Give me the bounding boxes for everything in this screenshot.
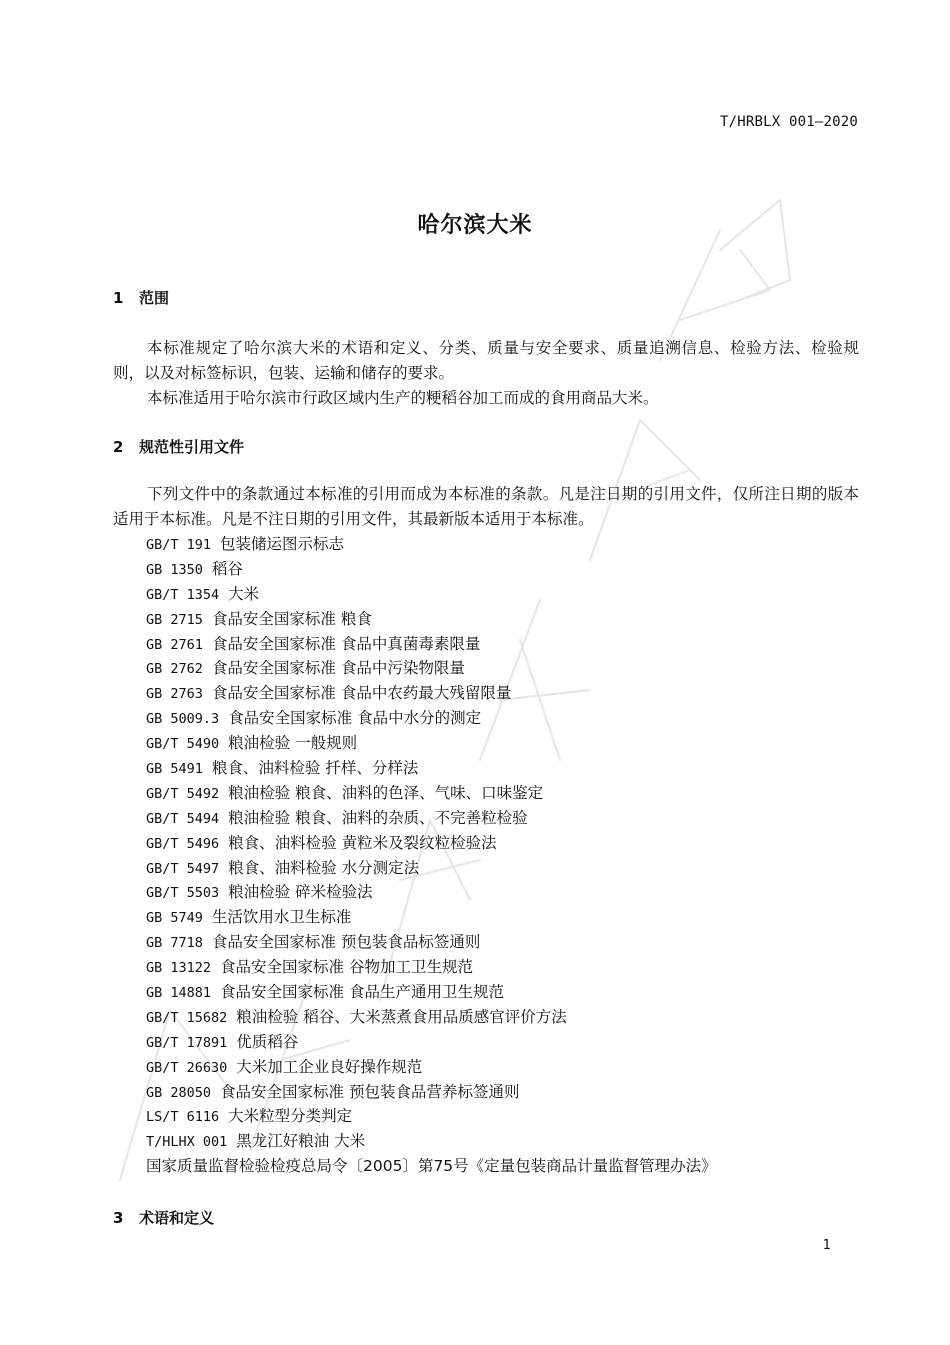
section-title: 范围 [139, 289, 170, 307]
section-2-paragraph-1: 下列文件中的条款通过本标准的引用而成为本标准的条款。凡是注日期的引用文件，仅所注日期的版本适用于本标准。凡是不注日期的引用文件，其最新版本适用于本标准。 [113, 485, 859, 528]
reference-title: 粮油检验 粮食、油料的杂质、不完善粒检验 [228, 808, 528, 827]
reference-title: 生活饮用水卫生标准 [211, 908, 352, 927]
section-number: 3 [113, 1209, 124, 1227]
reference-item [146, 905, 717, 930]
reference-item [146, 831, 717, 856]
reference-item [146, 980, 717, 1005]
reference-code: GB 2763 [146, 686, 203, 703]
reference-code: GB/T 5503 [146, 885, 220, 902]
reference-title: 粮油检验 粮食、油料的色泽、气味、口味鉴定 [228, 783, 544, 802]
reference-item [146, 806, 717, 831]
reference-item [146, 856, 717, 881]
reference-item [146, 1104, 717, 1129]
reference-code: GB/T 5497 [146, 860, 220, 877]
reference-item [146, 930, 717, 955]
section-number: 2 [113, 438, 124, 456]
reference-title: 大米加工企业良好操作规范 [236, 1057, 423, 1076]
reference-item [146, 1154, 717, 1179]
reference-item [146, 756, 717, 781]
reference-title: 食品安全国家标准 食品中真菌毒素限量 [211, 634, 481, 653]
reference-title: 粮食、油料检验 扦样、分样法 [211, 759, 419, 778]
page-number: 1 [822, 1238, 831, 1253]
reference-code: GB 5009.3 [146, 711, 220, 728]
reference-code: GB 13122 [146, 960, 212, 977]
reference-item [146, 557, 717, 582]
reference-title: 食品安全国家标准 食品中农药最大残留限量 [211, 684, 512, 703]
reference-title: 食品安全国家标准 谷物加工卫生规范 [220, 958, 473, 977]
document-title: 哈尔滨大米 [417, 213, 533, 238]
reference-item [146, 1080, 717, 1105]
reference-code: GB 14881 [146, 985, 212, 1002]
reference-title: 食品安全国家标准 食品生产通用卫生规范 [220, 983, 504, 1002]
reference-code: LS/T 6116 [146, 1109, 220, 1126]
section-1-paragraph-1: 本标准规定了哈尔滨大米的术语和定义、分类、质量与安全要求、质量追溯信息、检验方法、检验规则，以及对标签标识，包装、运输和储存的要求。 [113, 339, 859, 382]
reference-item [146, 582, 717, 607]
section-title: 术语和定义 [139, 1209, 215, 1227]
reference-title: 国家质量监督检验检疫总局令〔2005〕第75号《定量包装商品计量监督管理办法》 [146, 1157, 717, 1176]
reference-title: 食品安全国家标准 粮食 [211, 609, 372, 628]
reference-code: GB/T 5496 [146, 835, 220, 852]
reference-item [146, 656, 717, 681]
section-1-paragraph-2: 本标准适用于哈尔滨市行政区域内生产的粳稻谷加工而成的食用商品大米。 [147, 389, 659, 407]
reference-code: GB/T 26630 [146, 1059, 228, 1076]
reference-item [146, 955, 717, 980]
reference-title: 大米 [228, 584, 260, 603]
reference-title: 食品安全国家标准 食品中水分的测定 [228, 709, 482, 728]
reference-item [146, 880, 717, 905]
reference-title: 粮食、油料检验 黄粒米及裂纹粒检验法 [228, 833, 497, 852]
normative-references-list [146, 532, 717, 1179]
reference-title: 粮食、油料检验 水分测定法 [228, 858, 420, 877]
reference-title: 包装储运图示标志 [220, 535, 345, 553]
reference-code: GB 7718 [146, 935, 203, 952]
reference-code: GB/T 1354 [146, 586, 220, 603]
reference-title: 食品安全国家标准 预包装食品营养标签通则 [220, 1082, 520, 1101]
reference-item [146, 781, 717, 806]
reference-title: 黑龙江好粮油 大米 [236, 1132, 366, 1151]
reference-item [146, 632, 717, 657]
reference-code: GB/T 17891 [146, 1034, 228, 1051]
reference-code: GB 5491 [146, 761, 203, 778]
reference-code: GB 2761 [146, 636, 203, 653]
reference-title: 粮油检验 碎米检验法 [228, 883, 373, 902]
section-number: 1 [113, 289, 124, 307]
reference-item [146, 607, 717, 632]
standard-code: T/HRBLX 001—2020 [719, 114, 858, 130]
reference-item [146, 532, 717, 557]
section-2-heading [113, 436, 244, 457]
reference-code: GB 1350 [146, 561, 203, 578]
reference-item [146, 1055, 717, 1080]
reference-code: GB 5749 [146, 910, 203, 927]
reference-title: 食品安全国家标准 预包装食品标签通则 [211, 933, 481, 952]
reference-item [146, 681, 717, 706]
reference-title: 粮油检验 稻谷、大米蒸煮食用品质感官评价方法 [236, 1007, 567, 1026]
reference-code: GB 2715 [146, 611, 203, 628]
reference-item [146, 1030, 717, 1055]
reference-code: GB 28050 [146, 1084, 212, 1101]
reference-code: GB/T 15682 [146, 1009, 228, 1026]
reference-code: GB 2762 [146, 661, 203, 678]
section-1-heading [113, 287, 169, 308]
reference-code: GB/T 5494 [146, 810, 220, 827]
reference-title: 粮油检验 一般规则 [228, 734, 358, 753]
reference-code: GB/T 191 [146, 537, 212, 553]
reference-item [146, 1129, 717, 1154]
section-3-heading [113, 1207, 214, 1228]
reference-item [146, 1005, 717, 1030]
reference-code: GB/T 5492 [146, 785, 220, 802]
reference-code: GB/T 5490 [146, 736, 220, 753]
reference-title: 大米粒型分类判定 [228, 1107, 353, 1126]
reference-code: T/HLHX 001 [146, 1134, 228, 1151]
reference-item [146, 731, 717, 756]
section-title: 规范性引用文件 [139, 438, 245, 456]
reference-title: 优质稻谷 [236, 1032, 299, 1051]
reference-title: 稻谷 [211, 559, 243, 578]
reference-title: 食品安全国家标准 食品中污染物限量 [211, 659, 465, 678]
reference-item [146, 706, 717, 731]
